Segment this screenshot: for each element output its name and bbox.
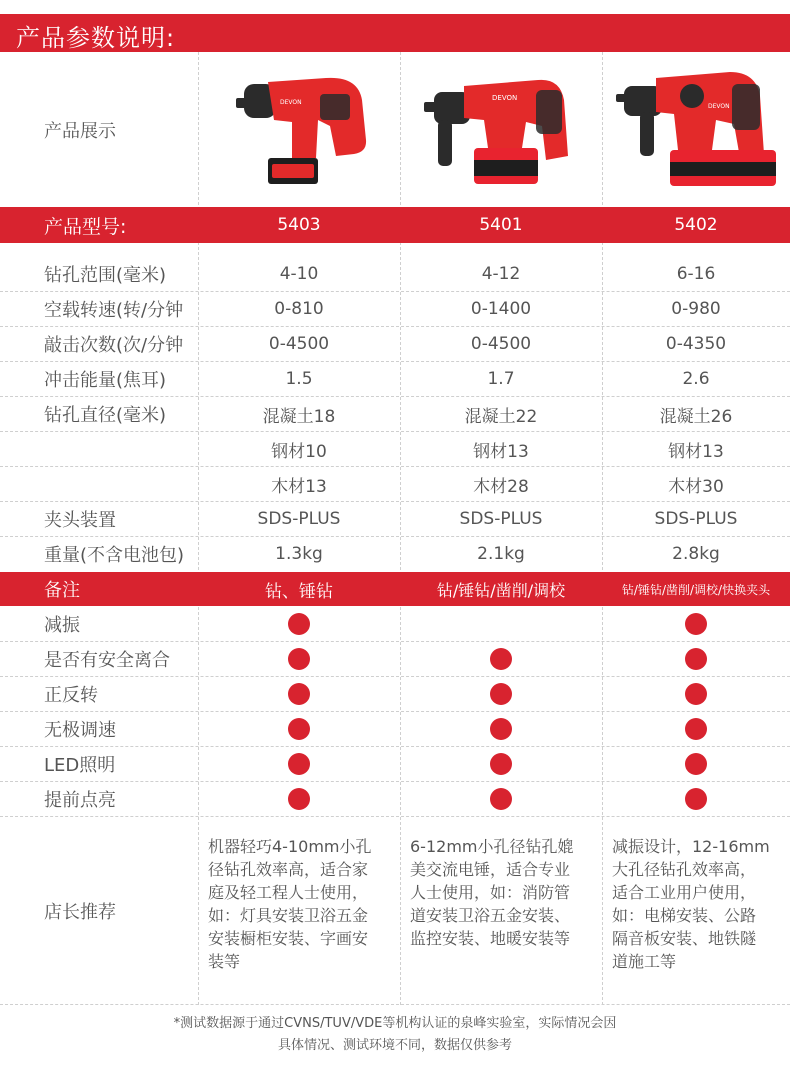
spec-value: 木材13 — [271, 476, 327, 497]
spec-value: SDS-PLUS — [654, 509, 738, 529]
spec-value: 2.1kg — [477, 544, 525, 564]
spec-value: 钢材13 — [473, 441, 529, 462]
feature-row — [0, 712, 790, 747]
spec-value: 0-1400 — [470, 299, 532, 319]
feature-dot — [685, 753, 707, 775]
spec-row — [0, 397, 790, 432]
remarks-value: 钻/锤钻/凿削/调校 — [436, 580, 566, 600]
spec-value: 1.3kg — [275, 544, 323, 564]
feature-dot — [685, 718, 707, 740]
spec-label: 钻孔范围(毫米) — [44, 265, 167, 286]
spec-value: 混凝土26 — [659, 406, 733, 427]
feature-label: 是否有安全离合 — [44, 650, 170, 671]
spec-value: 0-4500 — [470, 334, 532, 354]
spec-row — [0, 292, 790, 327]
recommend-text-5402: 减振设计，12-16mm 大孔径钻孔效率高， 适合工业用户使用， 如：电梯安装、公路 隔音板安装、地铁隧 道施工等 — [612, 837, 770, 971]
feature-dot — [685, 648, 707, 670]
feature-row — [0, 607, 790, 642]
spec-row — [0, 327, 790, 362]
spec-value: 0-980 — [671, 299, 721, 319]
feature-row — [0, 747, 790, 782]
product-image-5401 — [418, 64, 588, 194]
spec-label: 重量(不含电池包) — [44, 545, 185, 566]
spec-value: SDS-PLUS — [257, 509, 341, 529]
feature-dot — [288, 788, 310, 810]
feature-dot — [288, 683, 310, 705]
remarks-value: 钻、锤钻 — [265, 581, 333, 602]
remarks-row — [0, 572, 790, 606]
brand-text: DEVON — [708, 103, 730, 110]
spec-value: SDS-PLUS — [459, 509, 543, 529]
feature-dot — [288, 613, 310, 635]
remarks-label: 备注 — [44, 580, 80, 601]
feature-dot — [288, 718, 310, 740]
spec-row — [0, 257, 790, 292]
spec-label: 空载转速(转/分钟 — [44, 300, 184, 321]
feature-dot — [490, 753, 512, 775]
feature-label: 无极调速 — [44, 720, 116, 741]
model-5403: 5403 — [277, 215, 321, 235]
footer-note-line-1: *测试数据源于通过CVNS/TUV/VDE等机构认证的泉峰实验室，实际情况会因 — [173, 1016, 617, 1031]
recommend-row — [0, 817, 790, 1005]
spec-value: 0-4350 — [665, 334, 727, 354]
spec-value: 钢材13 — [668, 441, 724, 462]
feature-dot — [288, 648, 310, 670]
spec-label — [0, 467, 198, 501]
model-5402: 5402 — [674, 215, 718, 235]
spec-value: 2.6 — [682, 369, 710, 389]
feature-dot — [490, 683, 512, 705]
recommend-text-5403: 机器轻巧4-10mm小孔 径钻孔效率高，适合家 庭及轻工程人士使用， 如：灯具安装卫浴五金 安装橱柜安装、字画安 装等 — [208, 837, 372, 971]
spec-row — [0, 432, 790, 467]
feature-row — [0, 642, 790, 677]
feature-label: 正反转 — [44, 685, 98, 706]
spec-value: 0-810 — [274, 299, 324, 319]
spec-value: 混凝土18 — [262, 406, 336, 427]
product-image-5403 — [218, 70, 383, 190]
model-5401: 5401 — [479, 215, 523, 235]
spec-value: 4-10 — [279, 264, 319, 284]
spec-label: 敲击次数(次/分钟 — [44, 335, 184, 356]
feature-row — [0, 782, 790, 817]
feature-row — [0, 677, 790, 712]
spec-value: 1.5 — [285, 369, 313, 389]
model-row — [0, 207, 790, 243]
spec-row — [0, 467, 790, 502]
spec-value: 木材28 — [473, 476, 529, 497]
feature-dot — [685, 788, 707, 810]
feature-label: 减振 — [44, 615, 80, 636]
feature-dot — [288, 753, 310, 775]
feature-label: LED照明 — [44, 755, 116, 776]
recommend-text-5401: 6-12mm小孔径钻孔媲 美交流电锤，适合专业 人士使用，如：消防管 道安装卫浴五金安装、 监控安装、地暖安装等 — [410, 837, 574, 948]
recommend-label: 店长推荐 — [44, 901, 116, 923]
spec-row — [0, 362, 790, 397]
spec-value: 4-12 — [481, 264, 521, 284]
spec-label: 冲击能量(焦耳) — [44, 370, 167, 391]
footer-note-line-2: 具体情况、测试环境不同，数据仅供参考 — [277, 1038, 512, 1053]
remarks-value: 钻/锤钻/凿削/调校/快换夹头 — [621, 582, 771, 597]
title-bar — [0, 14, 790, 52]
spec-value: 1.7 — [487, 369, 515, 389]
spec-value: 混凝土22 — [464, 406, 538, 427]
spec-row — [0, 502, 790, 537]
brand-text: DEVON — [280, 99, 302, 106]
spec-value: 木材30 — [668, 476, 724, 497]
feature-dot — [490, 718, 512, 740]
spec-label — [0, 432, 198, 466]
feature-dot — [490, 788, 512, 810]
page-title: 产品参数说明: — [16, 24, 176, 52]
spec-label: 钻孔直径(毫米) — [44, 405, 167, 426]
spec-value: 0-4500 — [268, 334, 330, 354]
feature-dot — [685, 613, 707, 635]
model-label: 产品型号: — [44, 215, 127, 238]
feature-dot — [490, 648, 512, 670]
feature-dot — [685, 683, 707, 705]
spec-label: 夹头装置 — [44, 510, 116, 531]
display-label: 产品展示 — [44, 120, 116, 142]
brand-text: DEVON — [492, 94, 518, 102]
spec-value: 钢材10 — [271, 441, 327, 462]
product-display-row — [0, 52, 790, 207]
spec-value: 6-16 — [676, 264, 716, 284]
spec-value: 2.8kg — [672, 544, 720, 564]
spec-row — [0, 537, 790, 571]
product-image-5402 — [612, 64, 787, 194]
feature-label: 提前点亮 — [44, 790, 116, 811]
